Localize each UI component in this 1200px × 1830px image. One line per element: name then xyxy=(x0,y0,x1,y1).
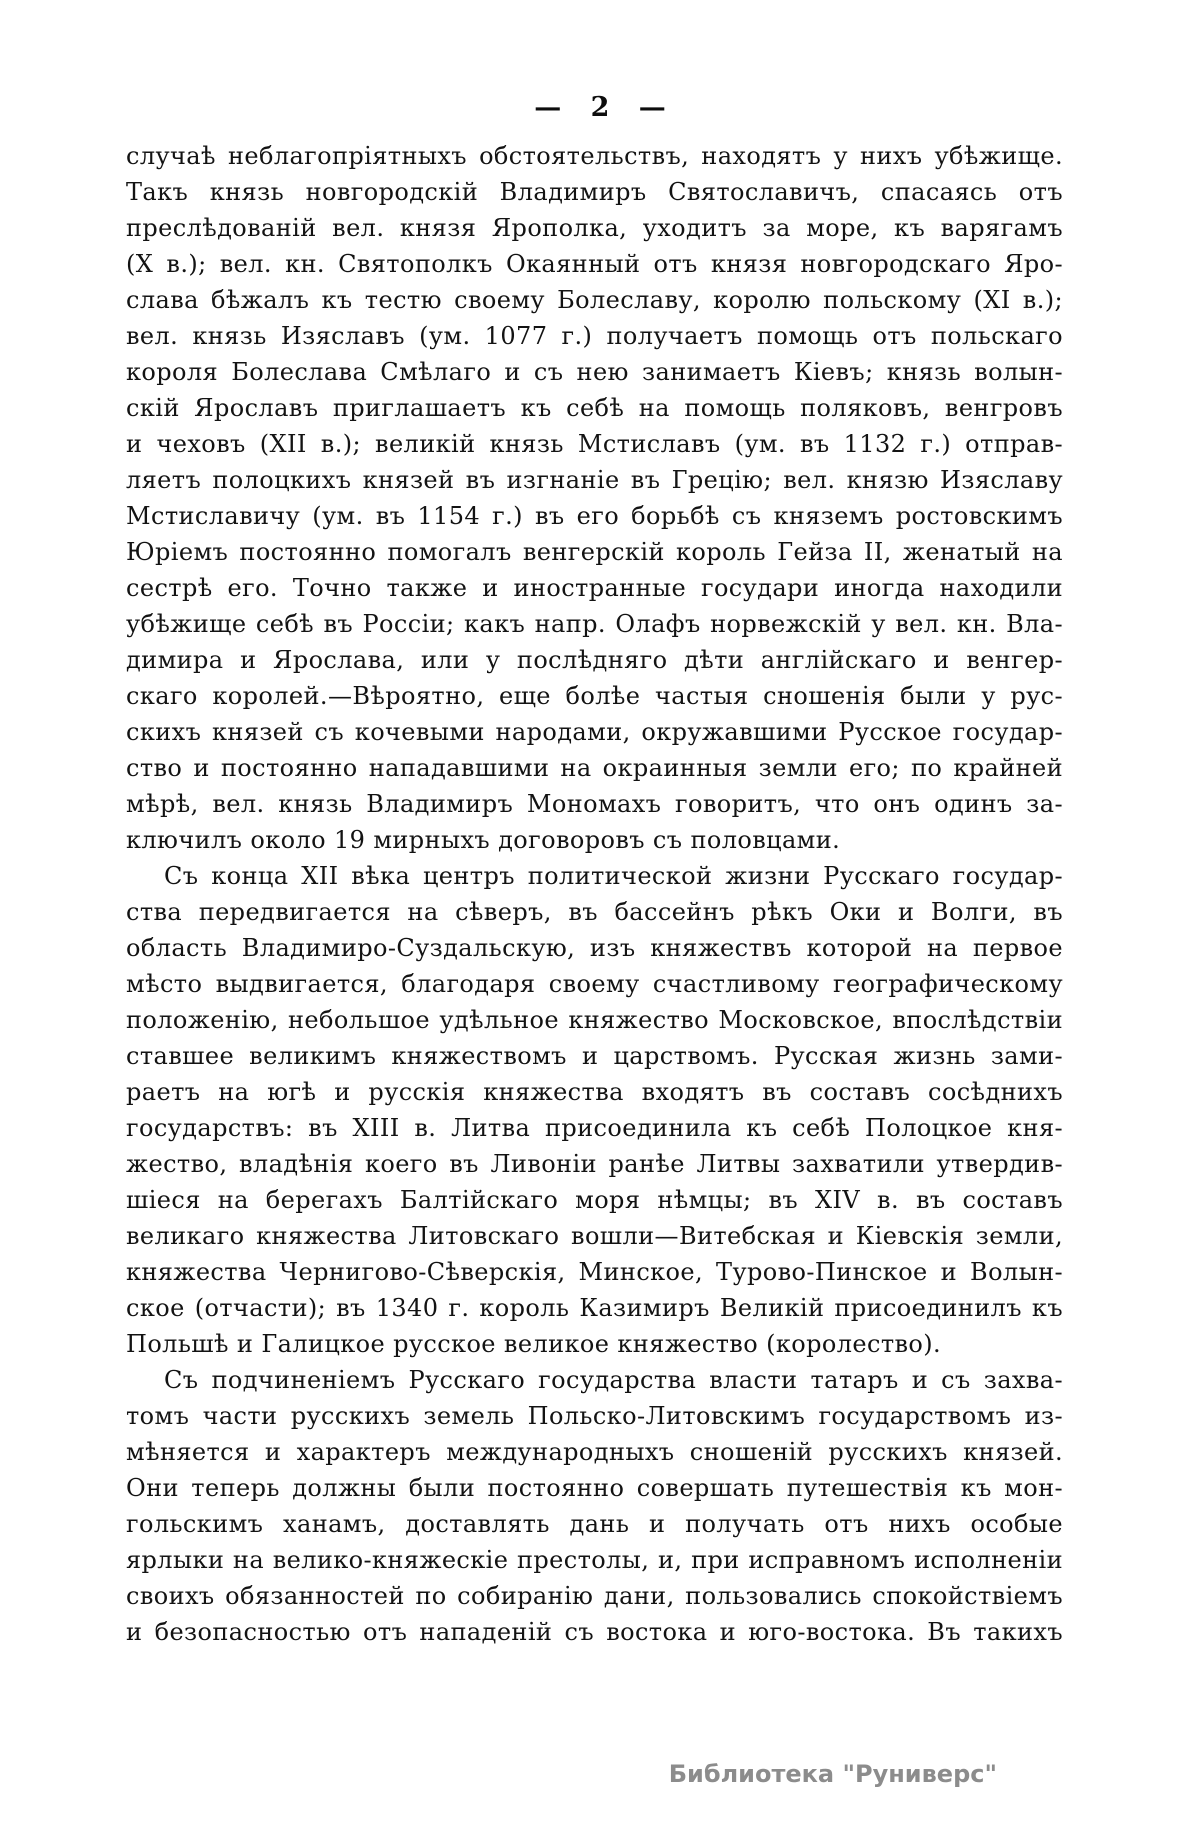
library-watermark: Библиотека "Руниверс" xyxy=(668,1760,997,1788)
text-line: шіеся на берегахъ Балтійскаго моря нѣмцы; въ XIV в. въ составъ xyxy=(126,1186,1063,1214)
text-line: государствъ: въ XIII в. Литва присоединила къ себѣ Полоцкое кня- xyxy=(126,1114,1063,1142)
text-line: слава бѣжалъ къ тестю своему Болеславу, королю польскому (XI в.); xyxy=(126,286,1063,314)
text-line: короля Болеслава Смѣлаго и съ нею занимаетъ Кіевъ; князь волын- xyxy=(126,358,1063,386)
text-line: димира и Ярослава, или у послѣдняго дѣти англійскаго и венгер- xyxy=(126,646,1063,674)
text-line: скій Ярославъ приглашаетъ къ себѣ на помощь поляковъ, венгровъ xyxy=(126,394,1063,422)
text-line: сестрѣ его. Точно также и иностранные государи иногда находили xyxy=(126,574,1063,602)
text-line: великаго княжества Литовскаго вошли—Витебская и Кіевскія земли, xyxy=(126,1222,1063,1250)
text-line: ставшее великимъ княжествомъ и царствомъ. Русская жизнь зами- xyxy=(126,1042,1063,1070)
text-line: Они теперь должны были постоянно совершать путешествія къ мон- xyxy=(126,1474,1063,1502)
text-line: случаѣ неблагопріятныхъ обстоятельствъ, находятъ у нихъ убѣжище. xyxy=(126,142,1063,170)
text-line: Съ подчиненіемъ Русскаго государства власти татаръ и съ захва- xyxy=(164,1366,1063,1394)
text-line: ское (отчасти); въ 1340 г. король Казимиръ Великій присоединилъ къ xyxy=(126,1294,1063,1322)
text-line: Съ конца XII вѣка центръ политической жизни Русскаго государ- xyxy=(164,862,1063,890)
text-line: мѣняется и характеръ международныхъ сношеній русскихъ князей. xyxy=(126,1438,1063,1466)
page-number: — 2 — xyxy=(534,92,666,123)
text-line: томъ части русскихъ земель Польско-Литовскимъ государствомъ из- xyxy=(126,1402,1063,1430)
text-line: мѣрѣ, вел. князь Владимиръ Мономахъ говоритъ, что онъ одинъ за- xyxy=(126,790,1063,818)
text-line: жество, владѣнія коего въ Ливоніи ранѣе Литвы захватили утвердив- xyxy=(126,1150,1063,1178)
text-line: княжества Чернигово-Сѣверскія, Минское, Турово-Пинское и Волын- xyxy=(126,1258,1063,1286)
text-line: и безопасностью отъ нападеній съ востока и юго-востока. Въ такихъ xyxy=(126,1618,1063,1646)
text-line: скихъ князей съ кочевыми народами, окружавшими Русское государ- xyxy=(126,718,1063,746)
text-line: преслѣдованій вел. князя Ярополка, уходитъ за море, къ варягамъ xyxy=(126,214,1063,242)
text-line: скаго королей.—Вѣроятно, еще болѣе частыя сношенія были у рус- xyxy=(126,682,1063,710)
text-line: Юріемъ постоянно помогалъ венгерскій король Гейза II, женатый на xyxy=(126,538,1063,566)
text-line: убѣжище себѣ въ Россіи; какъ напр. Олафъ норвежскій у вел. кн. Вла- xyxy=(126,610,1063,638)
text-line: положенію, небольшое удѣльное княжество Московское, впослѣдствіи xyxy=(126,1006,1063,1034)
text-line: (X в.); вел. кн. Святополкъ Окаянный отъ князя новгородскаго Яро- xyxy=(126,250,1063,278)
text-line: и чеховъ (XII в.); великій князь Мстиславъ (ум. въ 1132 г.) отправ- xyxy=(126,430,1063,458)
text-line: гольскимъ ханамъ, доставлять дань и получать отъ нихъ особые xyxy=(126,1510,1063,1538)
text-line: ключилъ около 19 мирныхъ договоровъ съ половцами. xyxy=(126,826,841,854)
text-line: Такъ князь новгородскій Владимиръ Святославичъ, спасаясь отъ xyxy=(126,178,1063,206)
text-line: ства передвигается на сѣверъ, въ бассейнъ рѣкъ Оки и Волги, въ xyxy=(126,898,1063,926)
text-line: Мстиславичу (ум. въ 1154 г.) въ его борьбѣ съ княземъ ростовскимъ xyxy=(126,502,1063,530)
text-line: область Владимиро-Суздальскую, изъ княжествъ которой на первое xyxy=(126,934,1063,962)
text-line: мѣсто выдвигается, благодаря своему счастливому географическому xyxy=(126,970,1063,998)
text-line: раетъ на югѣ и русскія княжества входятъ въ составъ сосѣднихъ xyxy=(126,1078,1063,1106)
text-line: Польшѣ и Галицкое русское великое княжество (королество). xyxy=(126,1330,942,1358)
text-line: ство и постоянно нападавшими на окраинныя земли его; по крайней xyxy=(126,754,1063,782)
text-line: ляетъ полоцкихъ князей въ изгнаніе въ Грецію; вел. князю Изяславу xyxy=(126,466,1063,494)
text-line: ярлыки на велико-княжескіе престолы, и, при исправномъ исполненіи xyxy=(126,1546,1063,1574)
text-line: вел. князь Изяславъ (ум. 1077 г.) получаетъ помощь отъ польскаго xyxy=(126,322,1063,350)
text-line: своихъ обязанностей по собиранію дани, пользовались спокойствіемъ xyxy=(126,1582,1063,1610)
page-text-block xyxy=(126,138,1063,1650)
